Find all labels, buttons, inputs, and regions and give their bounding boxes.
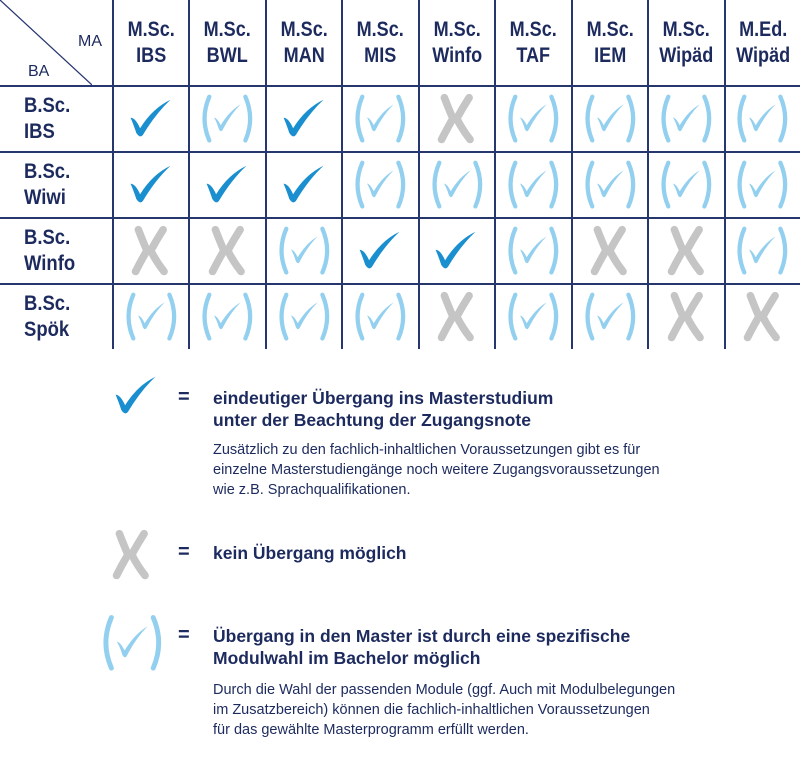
parenthesized-check-icon	[725, 218, 800, 284]
cross-icon	[648, 218, 724, 284]
row-header	[0, 152, 113, 218]
cross-icon	[419, 284, 495, 349]
column-header	[653, 0, 719, 86]
column-header-line1: M.Sc.	[280, 17, 328, 41]
legend-paren-description	[213, 680, 675, 740]
row-header-line2: Wiwi	[24, 186, 66, 209]
matrix-row	[0, 284, 800, 349]
matrix-row	[0, 86, 800, 152]
master-axis-label: MA	[78, 33, 103, 50]
check-icon	[113, 86, 189, 152]
legend-check-desc-line2: einzelne Masterstudiengänge noch weitere Zugangsvoraussetzungen	[213, 462, 660, 478]
column-header-line2: Wipäd	[735, 43, 790, 67]
cross-icon	[189, 218, 265, 284]
column-header	[118, 0, 184, 86]
row-header-line2: Spök	[24, 318, 70, 341]
row-header-line1: B.Sc.	[24, 292, 71, 315]
cross-icon	[419, 86, 495, 152]
parenthesized-check-icon	[342, 152, 418, 218]
column-header	[730, 0, 795, 86]
column-header-line1: M.Ed.	[738, 17, 787, 41]
legend-check-label-line2: unter der Beachtung der Zugangsnote	[213, 410, 531, 430]
legend-check-description	[213, 440, 660, 500]
header-row	[0, 0, 800, 86]
row-header	[0, 86, 113, 152]
parenthesized-check-icon	[189, 284, 265, 349]
column-header-line2: IEM	[593, 43, 626, 67]
legend-check-icon	[108, 372, 165, 425]
parenthesized-check-icon	[495, 218, 571, 284]
parenthesized-check-icon	[266, 218, 342, 284]
cross-icon	[648, 284, 724, 349]
column-header	[195, 0, 261, 86]
column-header-line2: TAF	[516, 43, 551, 67]
legend-paren-label-line2: Modulwahl im Bachelor möglich	[213, 648, 481, 668]
parenthesized-check-icon	[648, 86, 724, 152]
row-header-line2: Winfo	[24, 252, 76, 275]
cross-icon	[113, 218, 189, 284]
column-header-line1: M.Sc.	[356, 17, 405, 41]
legend-check-label	[213, 387, 553, 431]
matrix-row	[0, 152, 800, 218]
column-header	[577, 0, 643, 86]
column-header-line1: M.Sc.	[509, 17, 558, 41]
parenthesized-check-icon	[342, 86, 418, 152]
legend-equals: =	[178, 541, 190, 563]
check-icon	[189, 152, 265, 218]
parenthesized-check-icon	[189, 86, 265, 152]
corner-cell	[0, 0, 113, 86]
legend-equals: =	[178, 624, 190, 646]
parenthesized-check-icon	[648, 152, 724, 218]
column-header-line2: BWL	[207, 43, 249, 67]
column-header-line1: M.Sc.	[586, 17, 634, 41]
parenthesized-check-icon	[725, 86, 800, 152]
parenthesized-check-icon	[572, 284, 648, 349]
column-header-line2: MIS	[364, 43, 397, 67]
parenthesized-check-icon	[419, 152, 495, 218]
row-header	[0, 284, 113, 349]
row-header-line1: B.Sc.	[24, 226, 71, 249]
legend-check-desc-line3: wie z.B. Sprachqualifikationen.	[213, 482, 411, 498]
parenthesized-check-icon	[342, 284, 418, 349]
column-header-line1: M.Sc.	[433, 17, 481, 41]
check-icon	[419, 218, 495, 284]
column-header-line2: IBS	[136, 43, 167, 67]
legend-check-label-line1: eindeutiger Übergang ins Masterstudium	[213, 388, 554, 408]
column-header-line2: MAN	[283, 43, 325, 67]
cross-icon	[725, 284, 800, 349]
row-header-line1: B.Sc.	[24, 160, 71, 183]
column-header-line2: Wipäd	[659, 43, 714, 67]
row-header-line1: B.Sc.	[24, 94, 71, 117]
column-header-line1: M.Sc.	[204, 17, 252, 41]
column-header-line1: M.Sc.	[662, 17, 710, 41]
legend-equals: =	[178, 386, 190, 408]
check-icon	[113, 152, 189, 218]
cross-icon	[572, 218, 648, 284]
legend-check-desc-line1: Zusätzlich zu den fachlich-inhaltlichen Voraussetzungen gibt es für	[213, 442, 641, 458]
legend-paren-label	[213, 625, 630, 669]
legend-parenthesized-check-icon	[96, 612, 169, 679]
matrix-body	[0, 86, 800, 349]
parenthesized-check-icon	[266, 284, 342, 349]
row-header	[0, 218, 113, 284]
parenthesized-check-icon	[572, 152, 648, 218]
legend-cross-icon	[108, 528, 156, 586]
check-icon	[342, 218, 418, 284]
parenthesized-check-icon	[495, 86, 571, 152]
column-header	[348, 0, 414, 86]
column-header	[424, 0, 490, 86]
column-header-line2: Winfo	[431, 43, 482, 67]
matrix-row	[0, 218, 800, 284]
transition-matrix	[0, 0, 800, 349]
legend-paren-desc-line2: im Zusatzbereich) können die fachlich-inhaltlichen Voraussetzungen	[213, 702, 650, 718]
column-header	[501, 0, 567, 86]
legend-paren-label-line1: Übergang in den Master ist durch eine spezifische	[213, 626, 631, 646]
parenthesized-check-icon	[113, 284, 189, 349]
legend-paren-desc-line1: Durch die Wahl der passenden Module (ggf. Auch mit Modulbelegungen	[213, 682, 676, 698]
legend-cross-label: kein Übergang möglich	[213, 543, 407, 563]
parenthesized-check-icon	[725, 152, 800, 218]
check-icon	[266, 86, 342, 152]
parenthesized-check-icon	[495, 284, 571, 349]
parenthesized-check-icon	[495, 152, 571, 218]
parenthesized-check-icon	[572, 86, 648, 152]
bachelor-axis-label: BA	[28, 63, 50, 80]
legend-paren-desc-line3: für das gewählte Masterprogramm erfüllt werden.	[213, 722, 529, 738]
column-header	[271, 0, 337, 86]
column-header-line1: M.Sc.	[127, 17, 175, 41]
check-icon	[266, 152, 342, 218]
row-header-line2: IBS	[24, 120, 55, 143]
